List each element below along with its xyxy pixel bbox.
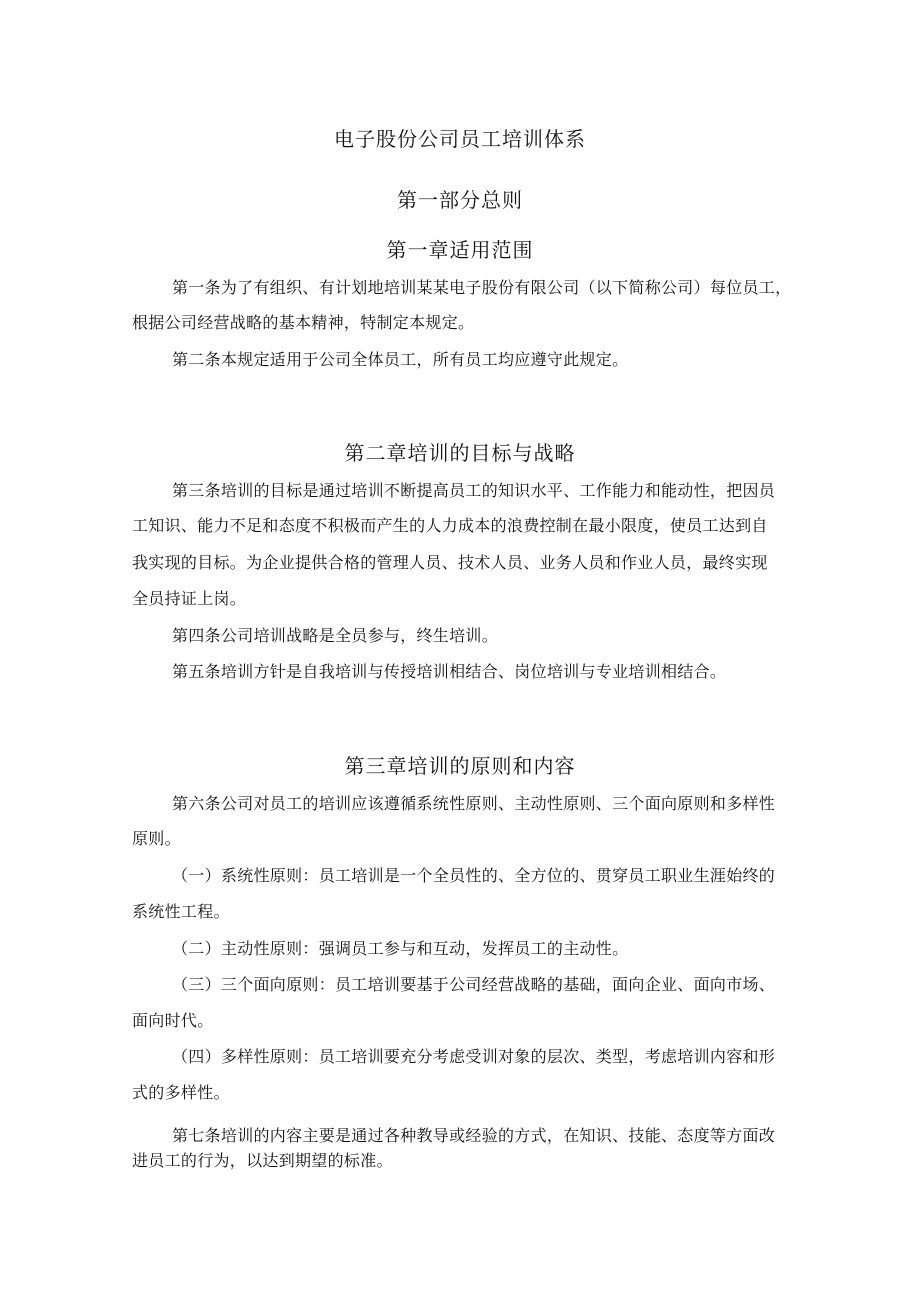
principle-4-line-1: （四）多样性原则：员工培训要充分考虑受训对象的层次、类型，考虑培训内容和形 <box>172 1047 776 1066</box>
article-2-line-1: 第二条本规定适用于公司全体员工，所有员工均应遵守此规定。 <box>172 350 629 369</box>
article-6-line-1: 第六条公司对员工的培训应该遵循系统性原则、主动性原则、三个面向原则和多样性 <box>172 794 776 813</box>
document-title: 电子股份公司员工培训体系 <box>334 127 586 151</box>
principle-2-line-1: （二）主动性原则：强调员工参与和互动，发挥员工的主动性。 <box>172 939 629 958</box>
chapter-1-title: 第一章适用范围 <box>386 238 534 262</box>
article-3-line-2: 工知识、能力不足和态度不积极而产生的人力成本的浪费控制在最小限度，使员工达到自 <box>132 516 768 535</box>
part-title: 第一部分总则 <box>397 188 523 212</box>
chapter-3-title: 第三章培训的原则和内容 <box>344 754 576 778</box>
article-3-line-1: 第三条培训的目标是通过培训不断提高员工的知识水平、工作能力和能动性，把因员 <box>172 481 776 500</box>
principle-1-line-2: 系统性工程。 <box>132 902 230 921</box>
article-5-line-1: 第五条培训方针是自我培训与传授培训相结合、岗位培训与专业培训相结合。 <box>172 662 727 681</box>
article-1-line-1: 第一条为了有组织、有计划地培训某某电子股份有限公司（以下简称公司）每位员工， <box>172 278 792 297</box>
article-7-line-1: 第七条培训的内容主要是通过各种教导或经验的方式，在知识、技能、态度等方面改 <box>172 1126 776 1145</box>
principle-3-line-1: （三）三个面向原则：员工培训要基于公司经营战略的基础，面向企业、面向市场、 <box>172 975 776 994</box>
principle-4-line-2: 式的多样性。 <box>132 1083 230 1102</box>
article-3-line-3: 我实现的目标。为企业提供合格的管理人员、技术人员、业务人员和作业人员，最终实现 <box>132 553 768 572</box>
article-4-line-1: 第四条公司培训战略是全员参与，终生培训。 <box>172 626 499 645</box>
article-1-line-2: 根据公司经营战略的基本精神，特制定本规定。 <box>132 313 475 332</box>
chapter-2-title: 第二章培训的目标与战略 <box>344 441 576 465</box>
article-6-line-2: 原则。 <box>132 829 181 848</box>
principle-3-line-2: 面向时代。 <box>132 1011 214 1030</box>
article-7-line-2: 进员工的行为，以达到期望的标准。 <box>132 1151 393 1170</box>
principle-1-line-1: （一）系统性原则：员工培训是一个全员性的、全方位的、贯穿员工职业生涯始终的 <box>172 866 776 885</box>
article-3-line-4: 全员持证上岗。 <box>132 589 247 608</box>
